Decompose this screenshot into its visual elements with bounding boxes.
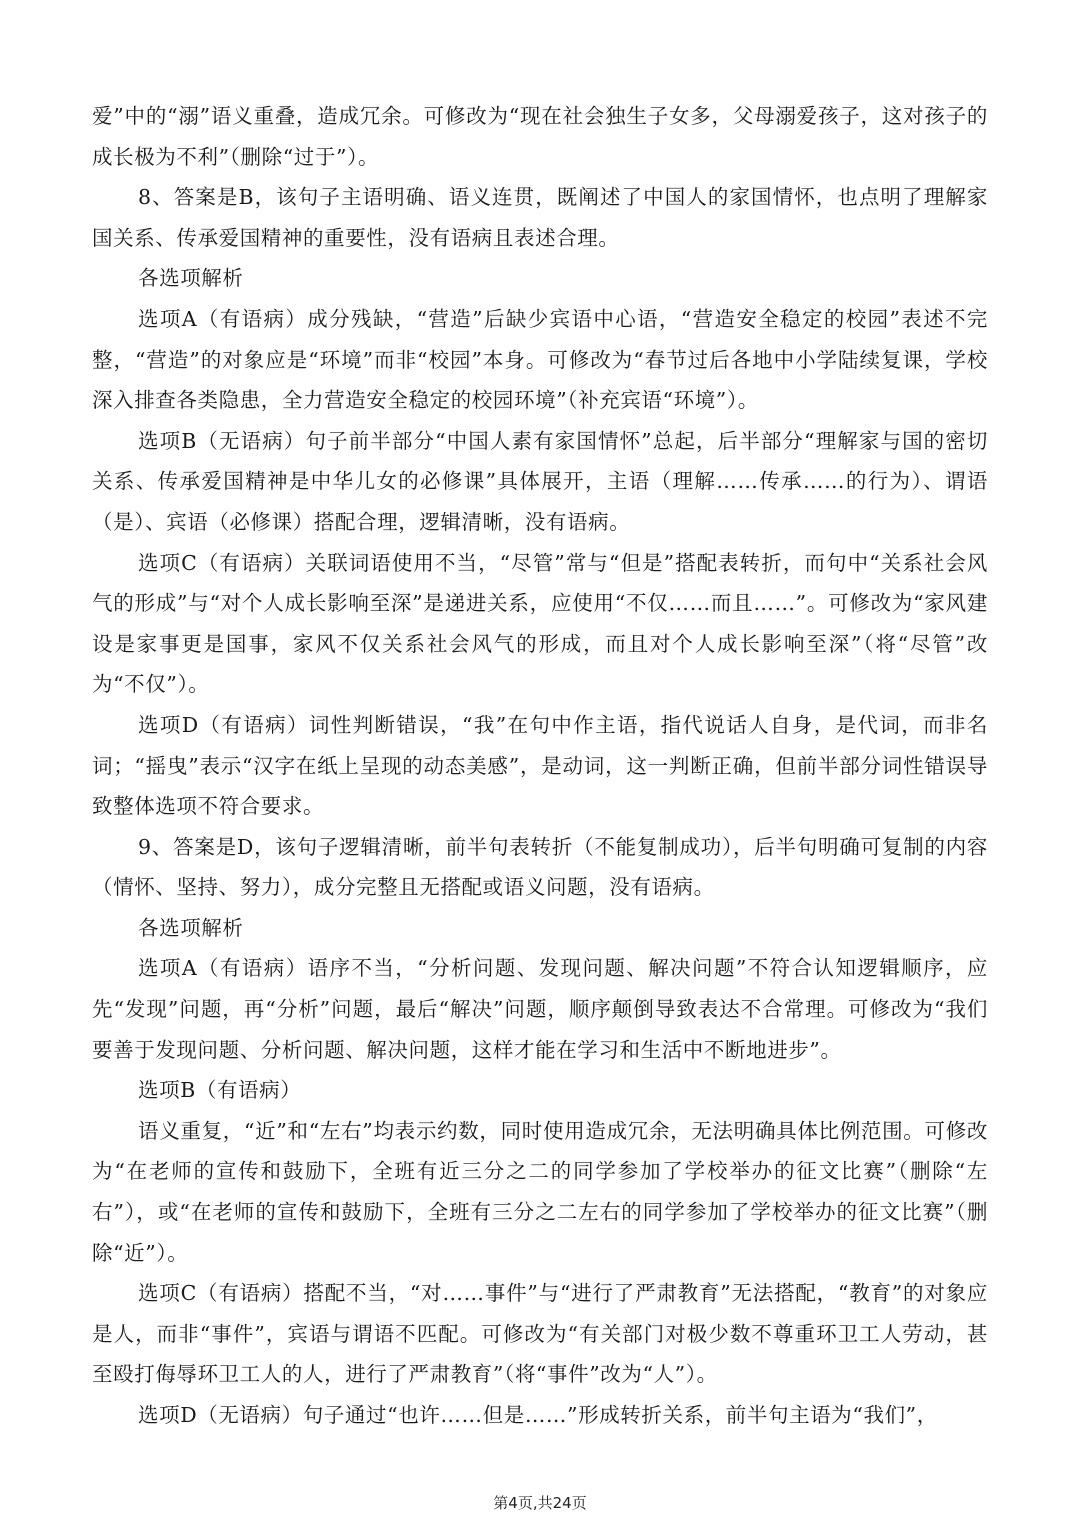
paragraph-q9-option-c: 选项C（有语病）搭配不当，“对……事件”与“进行了严肃教育”无法搭配，“教育”的对象应是人，而非“事件”，宾语与谓语不匹配。可修改为“有关部门对极少数不尊重环卫工人劳动，甚至殴打侮辱环卫工人的人，进行了严肃教育”（将“事件”改为“人”）。 [92, 1281, 988, 1387]
paragraph-q8-option-a: 选项A（有语病）成分残缺，“营造”后缺少宾语中心语，“营造安全稳定的校园”表述不完整，“营造”的对象应是“环境”而非“校园”本身。可修改为“春节过后各地中小学陆续复课，学校深入排查各类隐患，全力营造安全稳定的校园环境”（补充宾语“环境”）。 [92, 306, 988, 413]
paragraph-heading-options: 各选项解析 [138, 915, 244, 940]
paragraph-answer-9: 9、答案是D，该句子逻辑清晰，前半句表转折（不能复制成功），后半句明确可复制的内容（情怀、坚持、努力），成分完整且无搭配或语义问题，没有语病。 [92, 834, 988, 900]
paragraph-q9-option-a: 选项A（有语病）语序不当，“分析问题、发现问题、解决问题”不符合认知逻辑顺序，应先“发现”问题，再“分析”问题，最后“解决”问题，顺序颠倒导致表达不合常理。可修改为“我们要善于发现问题、分析问题、解决问题，这样才能在学习和生活中不断地进步”。 [92, 956, 988, 1062]
paragraph-continuation: 爱”中的“溺”语义重叠，造成冗余。可修改为“现在社会独生子女多，父母溺爱孩子，这对孩子的成长极为不利”（删除“过于”）。 [92, 104, 988, 169]
paragraph-answer-8: 8、答案是B，该句子主语明确、语义连贯，既阐述了中国人的家国情怀，也点明了理解家国关系、传承爱国精神的重要性，没有语病且表述合理。 [92, 185, 988, 250]
paragraph-heading-options: 各选项解析 [138, 266, 244, 291]
paragraph-q9-option-b-label: 选项B（有语病） [138, 1078, 302, 1103]
paragraph-q8-option-c: 选项C（有语病）关联词语使用不当，“尽管”常与“但是”搭配表转折，而句中“关系社会风气的形成”与“对个人成长影响至深”是递进关系，应使用“不仅……而且……”。可修改为“家风建设是家事更是国事，家风不仅关系社会风气的形成，而且对个人成长影响至深”（将“尽管”改为“不仅”）。 [92, 550, 988, 697]
paragraph-q9-option-d: 选项D（无语病）句子通过“也许……但是……”形成转折关系，前半句主语为“我们”， [138, 1403, 938, 1427]
paragraph-q9-option-b: 语义重复，“近”和“左右”均表示约数，同时使用造成冗余，无法明确具体比例范围。可修改为“在老师的宣传和鼓励下，全班有近三分之二的同学参加了学校举办的征文比赛”（删除“左右”），或“在老师的宣传和鼓励下，全班有三分之二左右的同学参加了学校举办的征文比赛”（删除“近”）。 [92, 1118, 988, 1265]
paragraph-q8-option-d: 选项D（有语病）词性判断错误，“我”在句中作主语，指代说话人自身，是代词，而非名词；“摇曳”表示“汉字在纸上呈现的动态美感”，是动词，这一判断正确，但前半部分词性错误导致整体选项不符合要求。 [92, 712, 988, 819]
document-body [92, 96, 988, 1436]
paragraph-q8-option-b: 选项B（无语病）句子前半部分“中国人素有家国情怀”总起，后半部分“理解家与国的密切关系、传承爱国精神是中华儿女的必修课”具体展开，主语（理解……传承……的行为）、谓语（是）、宾语（必修课）搭配合理，逻辑清晰，没有语病。 [92, 428, 988, 534]
page-number: 第4页,共24页 [493, 1494, 587, 1512]
